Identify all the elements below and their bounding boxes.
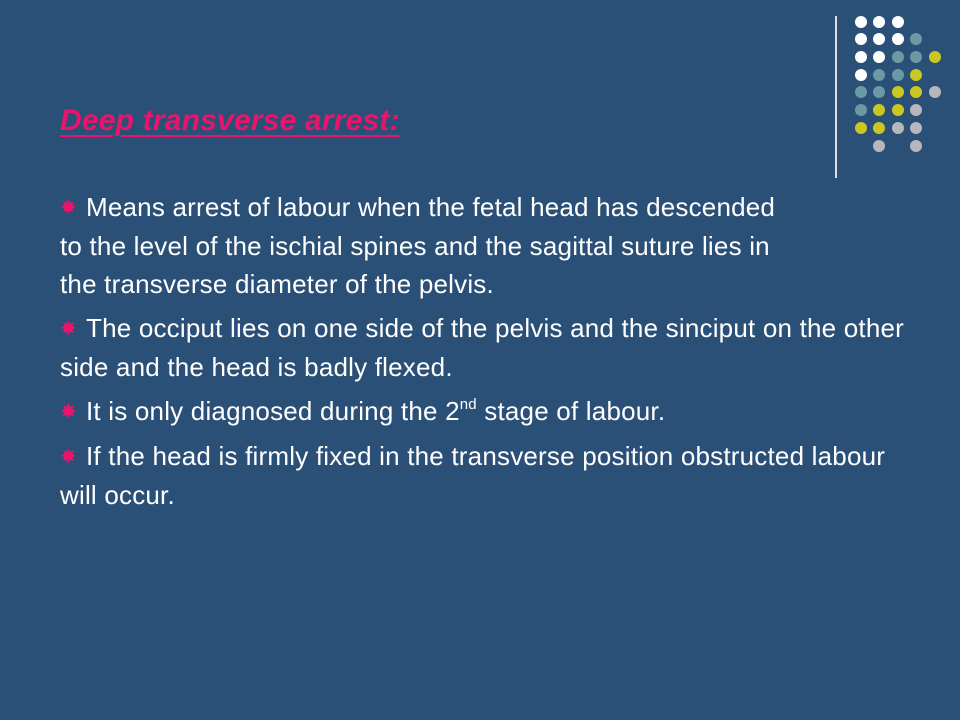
decor-dot xyxy=(873,122,885,134)
decor-dot xyxy=(929,51,941,63)
decor-dot xyxy=(892,122,904,134)
decor-dot xyxy=(910,122,922,134)
bullet-list xyxy=(60,188,920,520)
decor-dot xyxy=(892,33,904,45)
decor-dot xyxy=(873,86,885,98)
decor-dot xyxy=(910,104,922,116)
bullet-text: stage of labour. xyxy=(476,396,666,426)
decorative-divider xyxy=(835,16,837,178)
decor-dot xyxy=(873,51,885,63)
ordinal-superscript: nd xyxy=(459,396,477,413)
asterisk-bullet-icon: ✸ xyxy=(60,197,77,219)
decor-dot xyxy=(873,69,885,81)
decor-dot xyxy=(929,86,941,98)
decor-dot xyxy=(855,16,867,28)
bullet-item xyxy=(60,392,920,431)
decor-dot xyxy=(910,86,922,98)
decor-dot xyxy=(855,104,867,116)
decorative-dot-grid xyxy=(0,0,960,200)
asterisk-bullet-icon: ✸ xyxy=(60,446,77,468)
decor-dot xyxy=(892,16,904,28)
bullet-item xyxy=(60,188,800,303)
bullet-text: If the head is firmly fixed in the transverse position obstructed labour will occur. xyxy=(60,441,886,510)
slide-title: Deep transverse arrest: xyxy=(60,104,400,137)
decor-dot xyxy=(873,16,885,28)
bullet-item xyxy=(60,437,920,514)
decor-dot xyxy=(873,104,885,116)
decor-dot xyxy=(873,140,885,152)
decor-dot xyxy=(892,86,904,98)
bullet-item xyxy=(60,309,920,386)
decor-dot xyxy=(910,51,922,63)
decor-dot xyxy=(855,86,867,98)
decor-dot xyxy=(892,69,904,81)
decor-dot xyxy=(855,122,867,134)
decor-dot xyxy=(910,33,922,45)
decor-dot xyxy=(855,69,867,81)
bullet-text: Means arrest of labour when the fetal head has descended to the level of the ischial spines and the sagittal suture lies in the transverse diameter of the pelvis. xyxy=(60,192,776,299)
bullet-text: The occiput lies on one side of the pelvis and the sinciput on the other side and the head is badly flexed. xyxy=(60,313,905,382)
decor-dot xyxy=(855,33,867,45)
asterisk-bullet-icon: ✸ xyxy=(60,401,77,423)
decor-dot xyxy=(892,104,904,116)
decor-dot xyxy=(910,140,922,152)
bullet-text: It is only diagnosed during the 2 xyxy=(86,396,460,426)
decor-dot xyxy=(855,51,867,63)
decor-dot xyxy=(910,69,922,81)
decor-dot xyxy=(873,33,885,45)
asterisk-bullet-icon: ✸ xyxy=(60,318,77,340)
decor-dot xyxy=(892,51,904,63)
